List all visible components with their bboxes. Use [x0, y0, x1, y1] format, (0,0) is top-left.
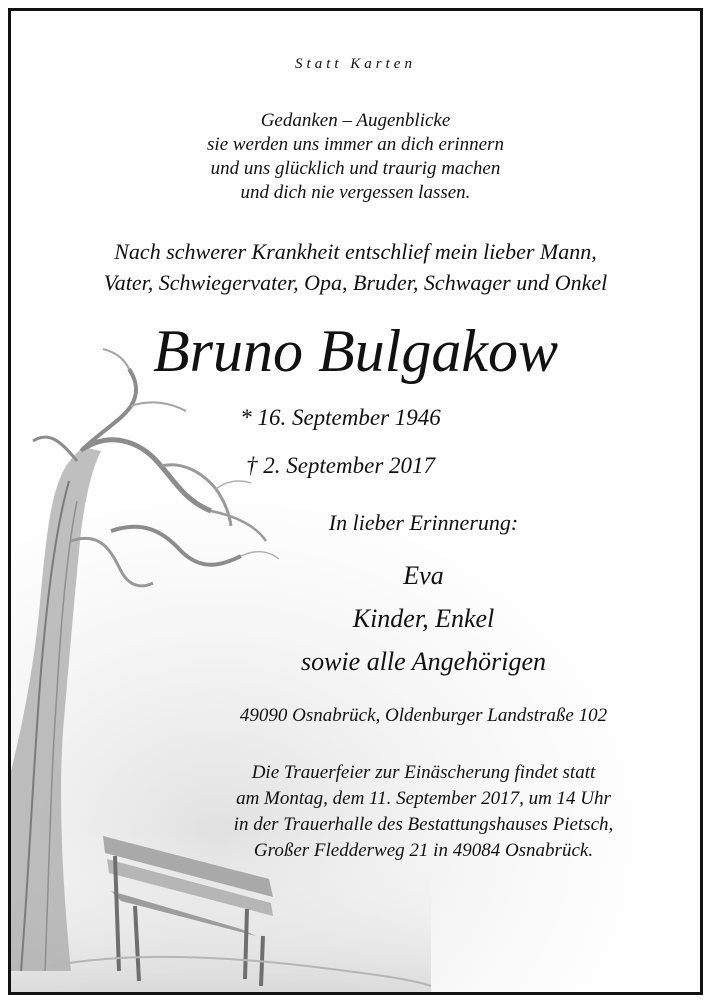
death-date: † 2. September 2017 — [245, 453, 436, 478]
funeral-details — [79, 760, 703, 864]
statt-karten-header: Statt Karten — [295, 56, 416, 72]
poem — [11, 109, 700, 205]
death-announcement — [11, 236, 700, 298]
poem-line: Gedanken – Augenblicke — [260, 110, 451, 131]
announcement-line: Nach schwerer Krankheit entschlief mein lieber Mann, — [114, 239, 597, 264]
obituary-card — [8, 8, 703, 995]
funeral-line: Die Trauerfeier zur Einäscherung findet statt — [251, 762, 596, 783]
funeral-line: in der Trauerhalle des Bestattungshauses Pietsch, — [233, 814, 614, 835]
funeral-line: am Montag, dem 11. September 2017, um 14 Uhr — [236, 788, 611, 809]
poem-line: sie werden uns immer an dich erinnern — [207, 134, 504, 155]
mourners-intro: In lieber Erinnerung: — [328, 510, 519, 535]
mourner-name: sowie alle Angehörigen — [300, 647, 547, 676]
family-address: 49090 Osnabrück, Oldenburger Landstraße 102 — [239, 705, 608, 726]
deceased-name: Bruno Bulgakow — [153, 318, 558, 384]
birth-date: * 16. September 1946 — [240, 405, 441, 430]
announcement-line: Vater, Schwiegervater, Opa, Bruder, Schwager und Onkel — [103, 270, 608, 295]
mourners-list — [79, 554, 703, 683]
poem-line: und dich nie vergessen lassen. — [240, 182, 471, 203]
poem-line: und uns glücklich und traurig machen — [210, 158, 501, 179]
mourner-name: Kinder, Enkel — [352, 604, 495, 633]
funeral-line: Großer Fledderweg 21 in 49084 Osnabrück. — [253, 840, 594, 861]
mourner-name: Eva — [403, 561, 444, 590]
